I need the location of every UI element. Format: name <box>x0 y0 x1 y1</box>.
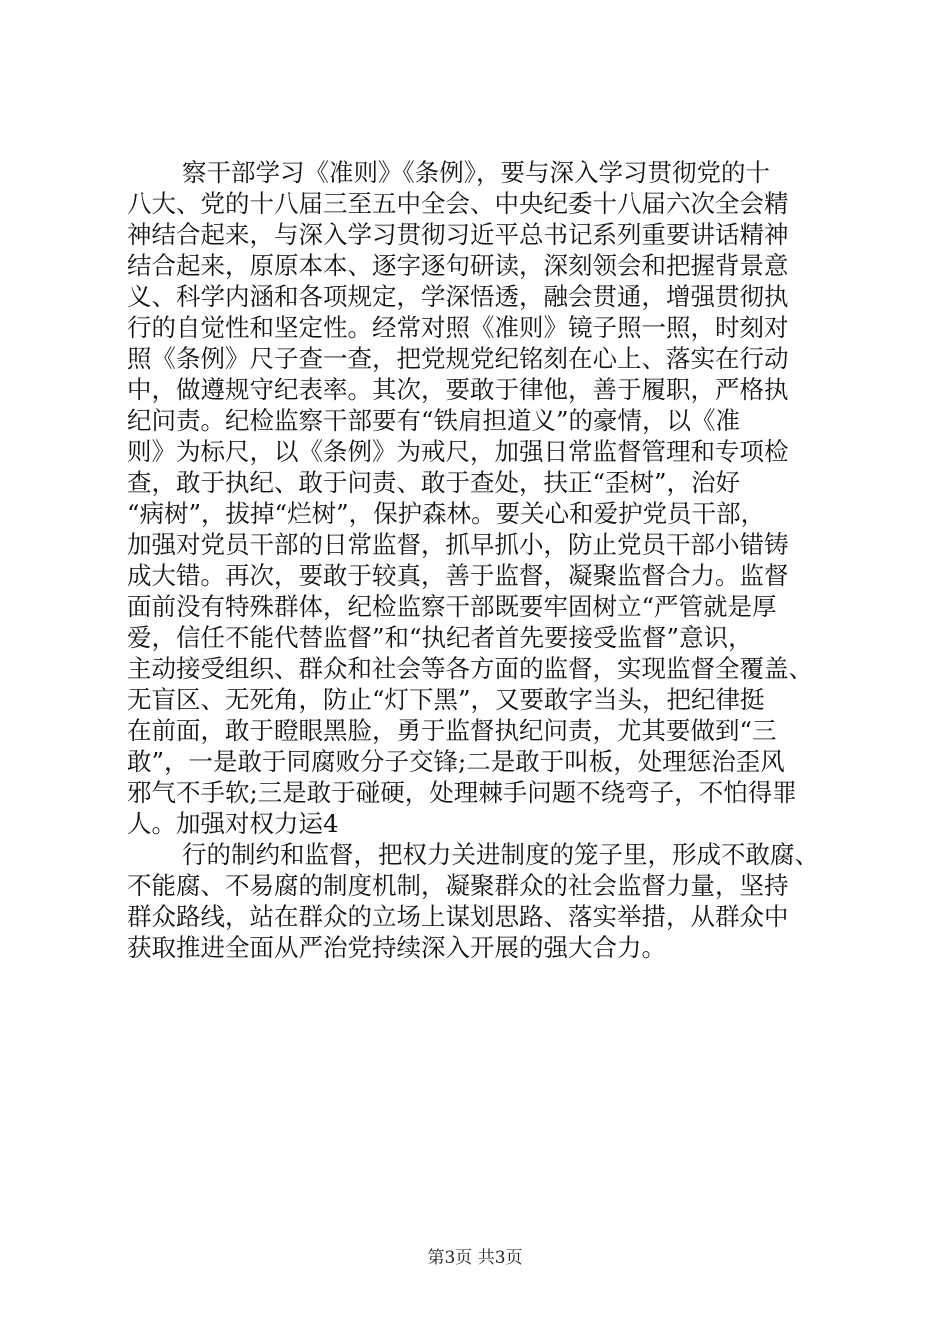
text-line: 不能腐、不易腐的制度机制，凝聚群众的社会监督力量，坚持 <box>127 871 789 900</box>
text-line: 行的自觉性和坚定性。经常对照《准则》镜子照一照，时刻对 <box>127 313 789 342</box>
text-line: 人。加强对权力运4 <box>127 809 339 838</box>
text-line: 八大、党的十八届三至五中全会、中央纪委十八届六次全会精 <box>127 189 789 218</box>
body-text <box>127 157 827 963</box>
text-line: 神结合起来，与深入学习贯彻习近平总书记系列重要讲话精神 <box>127 220 789 249</box>
text-line: 面前没有特殊群体，纪检监察干部既要牢固树立“严管就是厚 <box>127 592 777 621</box>
text-line: 在前面，敢于瞪眼黑脸，勇于监督执纪问责，尤其要做到“三 <box>127 716 777 745</box>
text-line: 成大错。再次，要敢于较真，善于监督，凝聚监督合力。监督 <box>127 561 789 590</box>
text-line: 结合起来，原原本本、逐字逐句研读，深刻领会和把握背景意 <box>127 251 789 280</box>
text-line: 无盲区、无死角，防止“灯下黑”，又要敢字当头，把纪律挺 <box>127 685 765 714</box>
text-line: 爱，信任不能代替监督”和“执纪者首先要接受监督”意识， <box>127 623 753 652</box>
text-line: 邪气不手软;三是敢于碰硬，处理棘手问题不绕弯子，不怕得罪 <box>127 778 797 807</box>
page-number-label: 第3页 共3页 <box>427 1248 523 1268</box>
text-line: 查，敢于执纪、敢于问责、敢于查处，扶正“歪树”，治好 <box>127 468 741 497</box>
text-line: 中，做遵规守纪表率。其次，要敢于律他，善于履职，严格执 <box>127 375 789 404</box>
text-line: 照《条例》尺子查一查，把党规党纪铭刻在心上、落实在行动 <box>127 344 789 373</box>
text-line: 加强对党员干部的日常监督，抓早抓小，防止党员干部小错铸 <box>127 530 789 559</box>
text-line: “病树”，拔掉“烂树”，保护森林。要关心和爱护党员干部， <box>127 499 766 528</box>
text-line: 获取推进全面从严治党持续深入开展的强大合力。 <box>127 933 666 962</box>
text-line: 群众路线，站在群众的立场上谋划思路、落实举措，从群众中 <box>127 902 789 931</box>
text-line: 主动接受组织、群众和社会等各方面的监督，实现监督全覆盖、 <box>127 654 813 683</box>
text-line: 义、科学内涵和各项规定，学深悟透，融会贯通，增强贯彻执 <box>127 282 789 311</box>
text-line: 纪问责。纪检监察干部要有“铁肩担道义”的豪情，以《准 <box>127 406 741 435</box>
page-footer <box>0 1243 950 1268</box>
text-line: 敢”，一是敢于同腐败分子交锋;二是敢于叫板，处理惩治歪风 <box>127 747 785 776</box>
text-line: 则》为标尺，以《条例》为戒尺，加强日常监督管理和专项检 <box>127 437 789 466</box>
text-line: 行的制约和监督，把权力关进制度的笼子里，形成不敢腐、 <box>182 840 819 869</box>
text-line: 察干部学习《准则》《条例》，要与深入学习贯彻党的十 <box>182 158 770 187</box>
